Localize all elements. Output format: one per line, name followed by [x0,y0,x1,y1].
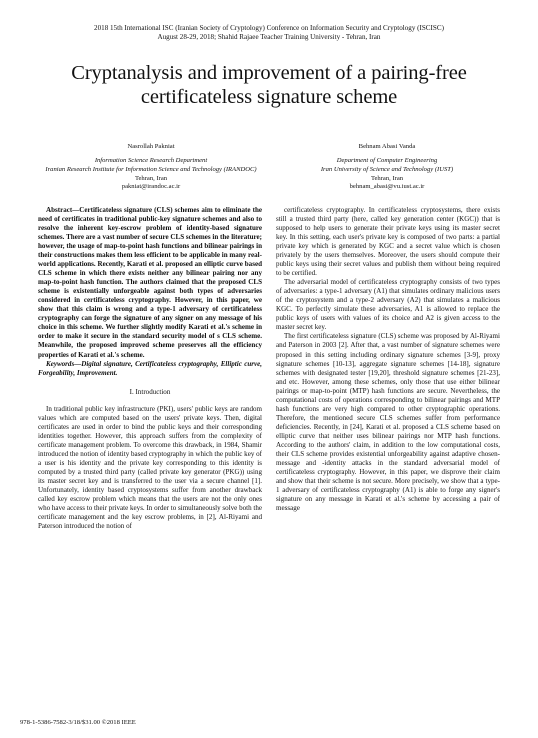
author-2-email: behnam_abasi@vu.iust.ac.ir [349,183,425,191]
author-2-institution: Iran University of Science and Technology (IUST) [320,166,454,173]
keywords: Keywords—Digital signature, Certificateless cryptography, Elliptic curve, Forgeability, Improvement. [38,359,262,377]
right-column [276,206,500,532]
author-2-department: Department of Computer Engineering [336,157,438,165]
left-column [38,206,262,532]
intro-paragraph-2: certificateless cryptography. In certificateless cryptosystems, there exists still a trusted third party (here, called key generation center (KGC)) that is supposed to help users to generate their private keys using its master secret key. In this setting, each user's private key is composed of two parts: a partial private key which is generated by KGC and a secret value which is chosen privately by the users themselves. Moreover, the users should compute their public keys using their secret values and publish them without being required to be certified. [276,205,500,278]
author-block [38,143,500,192]
author-1-institution: Iranian Research Institute for Information Science and Technology (IRANDOC) [45,166,257,173]
author-1-city: Tehran, Iran [134,174,168,182]
copyright-footer: 978-1-5386-7582-3/18/$31.00 ©2018 IEEE [20,719,136,726]
paper-title: Cryptanalysis and improvement of a pairing-free certificateless signature scheme [71,61,467,108]
conference-header [38,0,500,43]
author-1-name: Nasrollah Pakniat [127,142,175,150]
conference-line-2: August 28-29, 2018; Shahid Rajaee Teacher Training University - Tehran, Iran [157,33,381,42]
abstract: Abstract—Certificateless signature (CLS) schemes aim to eliminate the need of certificates in traditional public-key signature schemes and also to resolve the inherent key-escrow problem of identity-based signature schemes. There are a vast number of secure CLS schemes in the literature; however, the usage of map-to-point hash functions and bilinear pairings in their constructions makes them less efficient to be applicable in many real-world applications. Recently, Karati et al. proposed an elliptic curve based CLS scheme in which there exists neither any bilinear pairing nor any map-to-point hash function. The authors claimed that the proposed CLS scheme is existentially unforgeable against both types of adversaries considered in certificateless cryptography. However, in this paper, we show that this claim is wrong and a type-1 adversary of certificateless cryptography can forge the signature of any signer on any message of his choice in this scheme. We further slightly modify Karati et al.'s scheme in order to make it secure in the standard security model of s CLS scheme. Meanwhile, the proposed improved scheme preserves all the efficiency properties of Karati et al.'s scheme. [38,205,262,359]
body-columns [38,206,500,532]
author-1-email: pakniat@irandoc.ac.ir [121,183,181,191]
author-2-name: Behnam Abasi Vanda [358,142,416,150]
author-2-city: Tehran, Iran [370,174,404,182]
author-2 [274,143,500,192]
intro-paragraph-3: The adversarial model of certificateless cryptography consists of two types of adversaries: a type-1 adversary (A1) that simulates ordinary malicious users of the cryptosystem and a type-2 adversary (A2) that simulates a malicious KGC. To perfectly simulate these adversaries, A1 is allowed to replace the public keys of users with values of its choice and A2 is given access to the master secret key. [276,278,500,332]
author-1 [38,143,264,192]
intro-paragraph-1: In traditional public key infrastructure (PKI), users' public keys are random values which are computed based on the users' private keys. Then, digital certificates are used in order to bind the public keys and their corresponding identities together. However, this approach suffers from the complexity of certificate management problem. To overcome this drawback, in 1984, Shamir introduced the notion of identity based cryptography in which the public key of a user is his identity and the private key corresponding to this identity is computed by a trusted third party (called private key generator (PKG)) using its master secret key and is transferred to the user via a secure channel [1]. Unfortunately, identity based cryptosystems suffer from another drawback called key escrow problem which means that the users are not the only ones who have access to their private keys. In order to simultaneously solve both the certificate management and the key escrow problems, in [2], Al-Riyami and Paterson introduced the notion of [38,404,262,531]
section-heading: I. Introduction [129,387,171,396]
conference-line-1: 2018 15th International ISC (Iranian Society of Cryptology) Conference on Information Security and Cryptology (ISCISC) [94,24,444,32]
author-1-department: Information Science Research Department [94,157,208,165]
intro-paragraph-4: The first certificateless signature (CLS) scheme was proposed by Al-Riyami and Paterson in 2003 [2]. After that, a vast number of signature schemes were proposed in this setting including ordinary signature schemes [3-9], proxy signature schemes [10-13], aggregate signature schemes [14-18], signature schemes with designated tester [19,20], threshold signature schemes [21-23], and etc. However, among these schemes, only those that use either bilinear pairings or map-to-point (MTP) hash functions are secure. Nevertheless, the computational costs of operations corresponding to bilinear pairings and MTP hash functions are very high compared to other cryptographic operations. Therefore, the mentioned secure CLS schemes suffer from performance deficiencies. Recently, in [24], Karati et al. proposed a CLS scheme based on elliptic curve that neither uses bilinear pairings nor MTP hash functions. According to the authors' claim, in addition to the low computational costs, their CLS scheme provides existential unforgeability against adaptive chosen-message and -identity attacks in the standard adversarial model of certificateless cryptography. However, in this paper, we disprove their claim and show that their scheme is not secure. More precisely, we show that a type-1 adversary of certificateless cryptography (A1) is able to forge any signer's signature on any message in Karati et al.'s scheme by accessing a pair of message [276,332,500,513]
